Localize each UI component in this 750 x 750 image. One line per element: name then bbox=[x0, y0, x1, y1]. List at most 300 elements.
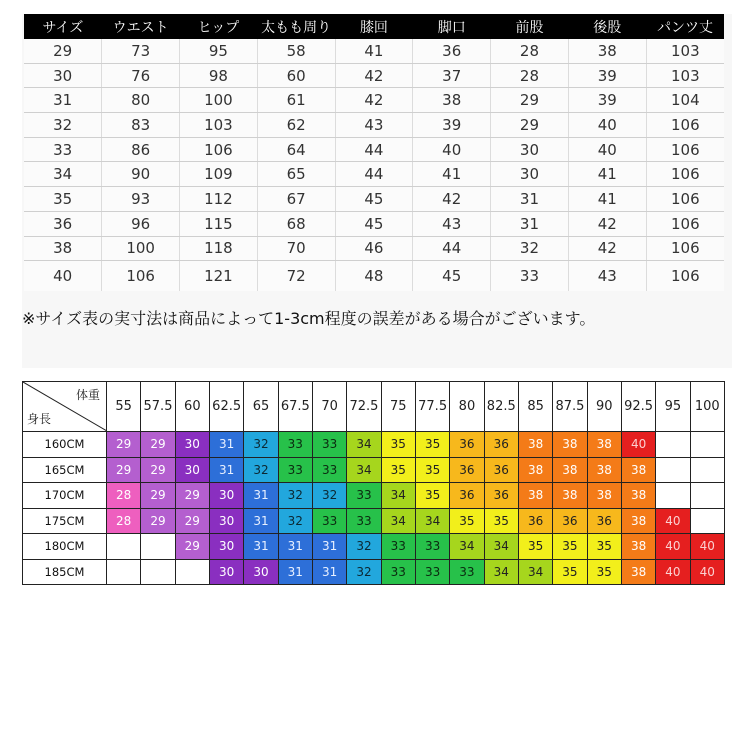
size-cell: 103 bbox=[180, 113, 258, 138]
size-recommendation-cell bbox=[621, 559, 655, 585]
size-cell: 40 bbox=[24, 261, 102, 292]
size-cell: 106 bbox=[646, 162, 724, 187]
size-value: 34 bbox=[385, 511, 412, 531]
size-cell: 106 bbox=[646, 211, 724, 236]
size-cell: 40 bbox=[568, 137, 646, 162]
height-label: 180CM bbox=[23, 534, 107, 560]
size-cell: 106 bbox=[102, 261, 180, 292]
size-recommendation-cell bbox=[381, 534, 415, 560]
size-recommendation-cell bbox=[450, 483, 484, 509]
size-value: 34 bbox=[453, 536, 480, 556]
size-value: 30 bbox=[179, 460, 206, 480]
size-value: 30 bbox=[213, 485, 240, 505]
size-recommendation-cell bbox=[518, 559, 552, 585]
size-value: 35 bbox=[488, 511, 515, 531]
size-cell: 30 bbox=[24, 63, 102, 88]
size-value: 32 bbox=[350, 562, 377, 582]
size-recommendation-cell bbox=[209, 559, 243, 585]
size-row bbox=[24, 63, 724, 88]
size-cell: 31 bbox=[491, 211, 569, 236]
size-cell: 106 bbox=[646, 113, 724, 138]
size-value: 38 bbox=[591, 434, 618, 454]
size-cell: 67 bbox=[257, 187, 335, 212]
size-cell: 30 bbox=[491, 137, 569, 162]
size-value: 31 bbox=[282, 562, 309, 582]
size-recommendation-cell bbox=[312, 457, 346, 483]
size-cell: 45 bbox=[413, 261, 491, 292]
size-recommendation-cell bbox=[278, 432, 312, 458]
weight-header-cell: 72.5 bbox=[347, 382, 381, 432]
size-recommendation-cell bbox=[656, 534, 690, 560]
weight-header-cell: 67.5 bbox=[278, 382, 312, 432]
size-cell: 106 bbox=[646, 187, 724, 212]
weight-header-cell: 95 bbox=[656, 382, 690, 432]
size-cell: 41 bbox=[413, 162, 491, 187]
size-value: 33 bbox=[350, 511, 377, 531]
size-value: 36 bbox=[522, 511, 549, 531]
size-cell: 106 bbox=[180, 137, 258, 162]
weight-header-cell: 80 bbox=[450, 382, 484, 432]
size-cell: 45 bbox=[335, 187, 413, 212]
size-recommendation-cell bbox=[347, 432, 381, 458]
size-value: 31 bbox=[247, 485, 274, 505]
size-cell: 104 bbox=[646, 88, 724, 113]
size-value: 33 bbox=[350, 485, 377, 505]
size-value: 31 bbox=[316, 562, 343, 582]
size-cell: 42 bbox=[335, 63, 413, 88]
size-recommendation-cell bbox=[244, 432, 278, 458]
weight-height-table bbox=[22, 381, 725, 585]
size-cell: 35 bbox=[24, 187, 102, 212]
size-value: 29 bbox=[144, 511, 171, 531]
size-row bbox=[24, 236, 724, 261]
size-table-header bbox=[24, 14, 724, 39]
size-cell: 37 bbox=[413, 63, 491, 88]
size-cell: 42 bbox=[568, 211, 646, 236]
size-header-cell: 太もも周り bbox=[257, 14, 335, 39]
size-cell: 43 bbox=[413, 211, 491, 236]
size-value: 34 bbox=[488, 562, 515, 582]
size-recommendation-cell bbox=[690, 534, 724, 560]
size-recommendation-cell bbox=[278, 483, 312, 509]
size-recommendation-cell bbox=[656, 508, 690, 534]
size-cell: 48 bbox=[335, 261, 413, 292]
size-value: 33 bbox=[282, 434, 309, 454]
size-recommendation-cell bbox=[107, 432, 141, 458]
size-value: 29 bbox=[144, 460, 171, 480]
size-cell: 96 bbox=[102, 211, 180, 236]
size-cell: 76 bbox=[102, 63, 180, 88]
size-chart-panel bbox=[22, 14, 732, 368]
size-header-cell: 後股 bbox=[568, 14, 646, 39]
size-recommendation-cell bbox=[107, 559, 141, 585]
size-value: 38 bbox=[591, 460, 618, 480]
size-value: 32 bbox=[316, 485, 343, 505]
size-value: 36 bbox=[453, 485, 480, 505]
size-table bbox=[24, 14, 724, 291]
size-recommendation-cell bbox=[415, 508, 449, 534]
size-value: 35 bbox=[385, 434, 412, 454]
size-value: 33 bbox=[282, 460, 309, 480]
size-cell: 65 bbox=[257, 162, 335, 187]
size-value: 29 bbox=[179, 536, 206, 556]
size-cell: 95 bbox=[180, 39, 258, 63]
size-value: 33 bbox=[316, 434, 343, 454]
size-recommendation-cell bbox=[484, 508, 518, 534]
size-recommendation-cell bbox=[518, 432, 552, 458]
size-recommendation-cell bbox=[107, 483, 141, 509]
size-recommendation-cell bbox=[381, 483, 415, 509]
size-cell: 98 bbox=[180, 63, 258, 88]
weight-header-cell: 82.5 bbox=[484, 382, 518, 432]
size-value: 32 bbox=[350, 536, 377, 556]
size-value: 34 bbox=[522, 562, 549, 582]
size-row bbox=[24, 39, 724, 63]
size-recommendation-cell bbox=[656, 559, 690, 585]
size-cell: 41 bbox=[568, 162, 646, 187]
size-recommendation-cell bbox=[278, 534, 312, 560]
size-value: 35 bbox=[419, 460, 446, 480]
size-value: 31 bbox=[282, 536, 309, 556]
size-cell: 70 bbox=[257, 236, 335, 261]
size-recommendation-cell bbox=[107, 508, 141, 534]
size-value: 33 bbox=[316, 460, 343, 480]
size-row bbox=[24, 211, 724, 236]
size-recommendation-cell bbox=[312, 508, 346, 534]
size-header-cell: パンツ丈 bbox=[646, 14, 724, 39]
size-value: 29 bbox=[179, 485, 206, 505]
size-value: 33 bbox=[385, 562, 412, 582]
size-recommendation-cell bbox=[415, 432, 449, 458]
weight-table-body bbox=[23, 432, 725, 585]
size-recommendation-cell bbox=[381, 457, 415, 483]
height-row bbox=[23, 508, 725, 534]
size-value: 38 bbox=[522, 460, 549, 480]
size-value: 28 bbox=[110, 485, 137, 505]
size-recommendation-cell bbox=[553, 534, 587, 560]
size-value: 31 bbox=[213, 434, 240, 454]
size-recommendation-cell bbox=[621, 457, 655, 483]
size-recommendation-cell bbox=[621, 483, 655, 509]
height-axis-label: 身長 bbox=[27, 412, 52, 426]
size-cell: 32 bbox=[24, 113, 102, 138]
size-header-cell: ヒップ bbox=[180, 14, 258, 39]
weight-header-cell: 100 bbox=[690, 382, 724, 432]
size-recommendation-cell bbox=[244, 559, 278, 585]
size-recommendation-cell bbox=[690, 483, 724, 509]
size-cell: 28 bbox=[491, 39, 569, 63]
size-cell: 40 bbox=[413, 137, 491, 162]
size-recommendation-cell bbox=[209, 432, 243, 458]
size-value: 30 bbox=[213, 536, 240, 556]
size-header-cell: ウエスト bbox=[102, 14, 180, 39]
size-value: 36 bbox=[453, 434, 480, 454]
height-label: 175CM bbox=[23, 508, 107, 534]
size-recommendation-cell bbox=[484, 483, 518, 509]
size-cell: 115 bbox=[180, 211, 258, 236]
size-cell: 106 bbox=[646, 236, 724, 261]
height-row bbox=[23, 559, 725, 585]
size-value: 32 bbox=[282, 485, 309, 505]
corner-cell bbox=[23, 382, 107, 432]
size-recommendation-cell bbox=[587, 483, 621, 509]
size-recommendation-cell bbox=[450, 457, 484, 483]
size-recommendation-cell bbox=[141, 534, 175, 560]
size-value: 30 bbox=[247, 562, 274, 582]
size-cell: 31 bbox=[491, 187, 569, 212]
size-cell: 43 bbox=[568, 261, 646, 292]
size-value: 36 bbox=[488, 460, 515, 480]
size-value: 32 bbox=[247, 460, 274, 480]
size-cell: 44 bbox=[413, 236, 491, 261]
size-recommendation-cell bbox=[656, 432, 690, 458]
size-cell: 80 bbox=[102, 88, 180, 113]
size-cell: 38 bbox=[24, 236, 102, 261]
size-recommendation-cell bbox=[450, 432, 484, 458]
size-value: 35 bbox=[385, 460, 412, 480]
height-label: 185CM bbox=[23, 559, 107, 585]
weight-header-cell: 60 bbox=[175, 382, 209, 432]
size-header-cell: 膝回 bbox=[335, 14, 413, 39]
height-row bbox=[23, 483, 725, 509]
size-cell: 100 bbox=[102, 236, 180, 261]
size-row bbox=[24, 113, 724, 138]
size-recommendation-cell bbox=[553, 559, 587, 585]
size-cell: 109 bbox=[180, 162, 258, 187]
size-cell: 103 bbox=[646, 39, 724, 63]
size-cell: 29 bbox=[24, 39, 102, 63]
size-value: 34 bbox=[419, 511, 446, 531]
size-header-cell: 脚口 bbox=[413, 14, 491, 39]
size-value: 34 bbox=[350, 434, 377, 454]
size-recommendation-cell bbox=[175, 534, 209, 560]
size-value: 36 bbox=[556, 511, 583, 531]
size-cell: 106 bbox=[646, 261, 724, 292]
size-value: 29 bbox=[179, 511, 206, 531]
size-cell: 60 bbox=[257, 63, 335, 88]
size-value: 31 bbox=[247, 536, 274, 556]
size-value: 38 bbox=[625, 511, 652, 531]
size-value: 35 bbox=[591, 536, 618, 556]
size-recommendation-cell bbox=[244, 508, 278, 534]
size-row bbox=[24, 88, 724, 113]
size-cell: 44 bbox=[335, 162, 413, 187]
size-cell: 61 bbox=[257, 88, 335, 113]
size-recommendation-cell bbox=[553, 508, 587, 534]
size-recommendation-cell bbox=[312, 559, 346, 585]
size-cell: 33 bbox=[491, 261, 569, 292]
size-recommendation-cell bbox=[553, 432, 587, 458]
size-recommendation-cell bbox=[244, 457, 278, 483]
size-value: 29 bbox=[110, 460, 137, 480]
size-value: 31 bbox=[213, 460, 240, 480]
weight-header-cell: 75 bbox=[381, 382, 415, 432]
size-cell: 31 bbox=[24, 88, 102, 113]
size-recommendation-cell bbox=[587, 457, 621, 483]
size-recommendation-cell bbox=[347, 559, 381, 585]
size-value: 34 bbox=[350, 460, 377, 480]
size-value: 38 bbox=[591, 485, 618, 505]
weight-header-cell: 77.5 bbox=[415, 382, 449, 432]
size-cell: 39 bbox=[568, 88, 646, 113]
size-recommendation-cell bbox=[209, 508, 243, 534]
weight-axis-label: 体重 bbox=[75, 388, 100, 402]
size-row bbox=[24, 261, 724, 292]
size-recommendation-cell bbox=[107, 457, 141, 483]
size-cell: 46 bbox=[335, 236, 413, 261]
size-value: 33 bbox=[385, 536, 412, 556]
size-cell: 41 bbox=[568, 187, 646, 212]
size-recommendation-cell bbox=[450, 534, 484, 560]
size-value: 28 bbox=[110, 511, 137, 531]
size-recommendation-cell bbox=[415, 559, 449, 585]
size-value: 38 bbox=[556, 434, 583, 454]
size-cell: 28 bbox=[491, 63, 569, 88]
size-recommendation-cell bbox=[244, 483, 278, 509]
size-cell: 64 bbox=[257, 137, 335, 162]
size-value: 33 bbox=[419, 536, 446, 556]
size-recommendation-cell bbox=[312, 534, 346, 560]
size-value: 40 bbox=[659, 511, 686, 531]
height-label: 165CM bbox=[23, 457, 107, 483]
size-recommendation-cell bbox=[450, 559, 484, 585]
size-value: 36 bbox=[488, 485, 515, 505]
weight-header-cell: 87.5 bbox=[553, 382, 587, 432]
size-recommendation-cell bbox=[175, 483, 209, 509]
size-value: 38 bbox=[625, 460, 652, 480]
size-value: 35 bbox=[419, 434, 446, 454]
size-recommendation-cell bbox=[312, 432, 346, 458]
size-cell: 36 bbox=[24, 211, 102, 236]
weight-header-cell: 55 bbox=[107, 382, 141, 432]
size-cell: 38 bbox=[568, 39, 646, 63]
size-cell: 90 bbox=[102, 162, 180, 187]
size-cell: 83 bbox=[102, 113, 180, 138]
size-row bbox=[24, 187, 724, 212]
size-value: 35 bbox=[522, 536, 549, 556]
size-cell: 86 bbox=[102, 137, 180, 162]
size-cell: 118 bbox=[180, 236, 258, 261]
size-value: 34 bbox=[385, 485, 412, 505]
height-label: 160CM bbox=[23, 432, 107, 458]
height-row bbox=[23, 457, 725, 483]
size-recommendation-cell bbox=[587, 559, 621, 585]
size-cell: 93 bbox=[102, 187, 180, 212]
size-note: ※サイズ表の実寸法は商品によって1-3cm程度の誤差がある場合がございます。 bbox=[22, 309, 596, 328]
size-row bbox=[24, 137, 724, 162]
size-cell: 38 bbox=[413, 88, 491, 113]
weight-header-cell: 65 bbox=[244, 382, 278, 432]
size-cell: 112 bbox=[180, 187, 258, 212]
weight-header-cell: 57.5 bbox=[141, 382, 175, 432]
size-recommendation-cell bbox=[278, 559, 312, 585]
size-cell: 39 bbox=[413, 113, 491, 138]
size-row bbox=[24, 162, 724, 187]
size-cell: 103 bbox=[646, 63, 724, 88]
size-cell: 43 bbox=[335, 113, 413, 138]
size-value: 35 bbox=[556, 536, 583, 556]
size-cell: 100 bbox=[180, 88, 258, 113]
size-recommendation-cell bbox=[484, 534, 518, 560]
weight-header-cell: 70 bbox=[312, 382, 346, 432]
size-value: 38 bbox=[556, 485, 583, 505]
size-value: 33 bbox=[419, 562, 446, 582]
size-cell: 62 bbox=[257, 113, 335, 138]
size-value: 32 bbox=[282, 511, 309, 531]
size-value: 38 bbox=[556, 460, 583, 480]
size-value: 31 bbox=[247, 511, 274, 531]
size-cell: 42 bbox=[335, 88, 413, 113]
size-recommendation-cell bbox=[175, 432, 209, 458]
weight-header-cell: 62.5 bbox=[209, 382, 243, 432]
size-cell: 41 bbox=[335, 39, 413, 63]
size-recommendation-cell bbox=[656, 457, 690, 483]
weight-header-row bbox=[23, 382, 725, 432]
size-recommendation-cell bbox=[587, 508, 621, 534]
size-value: 35 bbox=[419, 485, 446, 505]
size-recommendation-cell bbox=[381, 432, 415, 458]
size-cell: 68 bbox=[257, 211, 335, 236]
size-recommendation-cell bbox=[347, 483, 381, 509]
size-cell: 33 bbox=[24, 137, 102, 162]
size-recommendation-cell bbox=[484, 457, 518, 483]
size-value: 38 bbox=[625, 485, 652, 505]
size-recommendation-cell bbox=[175, 559, 209, 585]
weight-header-cell: 90 bbox=[587, 382, 621, 432]
size-recommendation-cell bbox=[484, 432, 518, 458]
size-recommendation-cell bbox=[690, 457, 724, 483]
size-recommendation-cell bbox=[690, 508, 724, 534]
size-value: 40 bbox=[694, 536, 721, 556]
size-value: 30 bbox=[213, 511, 240, 531]
size-value: 34 bbox=[488, 536, 515, 556]
size-recommendation-cell bbox=[690, 559, 724, 585]
size-recommendation-cell bbox=[450, 508, 484, 534]
size-value: 38 bbox=[522, 485, 549, 505]
size-recommendation-cell bbox=[244, 534, 278, 560]
size-recommendation-cell bbox=[415, 457, 449, 483]
size-value: 36 bbox=[488, 434, 515, 454]
size-header-cell: 前股 bbox=[491, 14, 569, 39]
size-value: 35 bbox=[453, 511, 480, 531]
size-recommendation-cell bbox=[415, 483, 449, 509]
size-cell: 42 bbox=[568, 236, 646, 261]
size-recommendation-cell bbox=[209, 534, 243, 560]
size-cell: 36 bbox=[413, 39, 491, 63]
size-recommendation-cell bbox=[141, 559, 175, 585]
size-cell: 39 bbox=[568, 63, 646, 88]
height-label: 170CM bbox=[23, 483, 107, 509]
weight-header-cell: 92.5 bbox=[621, 382, 655, 432]
size-recommendation-cell bbox=[656, 483, 690, 509]
size-recommendation-cell bbox=[381, 559, 415, 585]
size-cell: 72 bbox=[257, 261, 335, 292]
size-recommendation-cell bbox=[587, 432, 621, 458]
size-value: 30 bbox=[213, 562, 240, 582]
size-cell: 34 bbox=[24, 162, 102, 187]
size-cell: 73 bbox=[102, 39, 180, 63]
size-cell: 30 bbox=[491, 162, 569, 187]
size-cell: 45 bbox=[335, 211, 413, 236]
size-table-body bbox=[24, 39, 724, 291]
size-cell: 29 bbox=[491, 88, 569, 113]
size-value: 35 bbox=[556, 562, 583, 582]
size-recommendation-cell bbox=[209, 483, 243, 509]
size-recommendation-cell bbox=[484, 559, 518, 585]
size-value: 29 bbox=[144, 485, 171, 505]
size-value: 38 bbox=[625, 562, 652, 582]
size-value: 30 bbox=[179, 434, 206, 454]
